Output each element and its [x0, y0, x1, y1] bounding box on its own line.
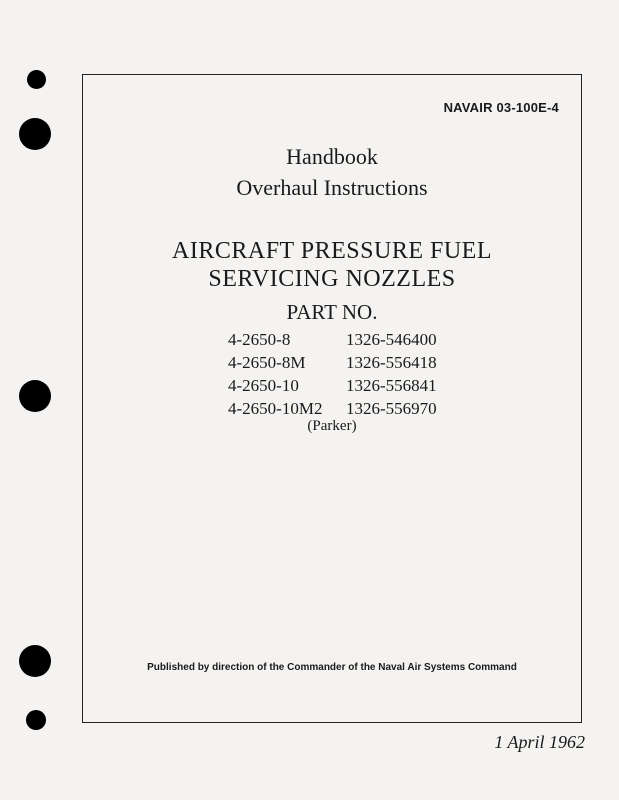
- handbook-label: Handbook: [286, 144, 378, 169]
- part-number-table: [228, 328, 437, 420]
- table-row: [228, 328, 437, 351]
- binder-hole: [26, 710, 46, 730]
- table-row: [228, 374, 437, 397]
- table-row: [228, 351, 437, 374]
- part-number: 4-2650-8: [228, 329, 291, 349]
- part-number: 4-2650-8M: [228, 352, 306, 372]
- alternate-part-number: 1326-556970: [346, 398, 437, 418]
- table-row: [228, 397, 437, 420]
- part-number: 4-2650-10: [228, 375, 299, 395]
- title-page-frame: [82, 74, 582, 723]
- part-number-heading: PART NO.: [286, 300, 378, 324]
- document-title-line-2: SERVICING NOZZLES: [208, 266, 456, 292]
- binder-hole: [19, 380, 51, 412]
- binder-hole: [19, 118, 51, 150]
- binder-hole: [19, 645, 51, 677]
- publication-authority: Published by direction of the Commander of the Naval Air Systems Command: [147, 662, 517, 673]
- document-title-line-1: AIRCRAFT PRESSURE FUEL: [172, 238, 492, 264]
- document-subtitle: Overhaul Instructions: [236, 175, 428, 200]
- document-number: NAVAIR 03-100E-4: [443, 100, 559, 115]
- alternate-part-number: 1326-556418: [346, 352, 437, 372]
- publication-date: 1 April 1962: [494, 732, 585, 752]
- alternate-part-number: 1326-556841: [346, 375, 437, 395]
- manufacturer-label: (Parker): [307, 418, 357, 434]
- binder-hole: [27, 70, 46, 89]
- alternate-part-number: 1326-546400: [346, 329, 437, 349]
- part-number: 4-2650-10M2: [228, 398, 323, 418]
